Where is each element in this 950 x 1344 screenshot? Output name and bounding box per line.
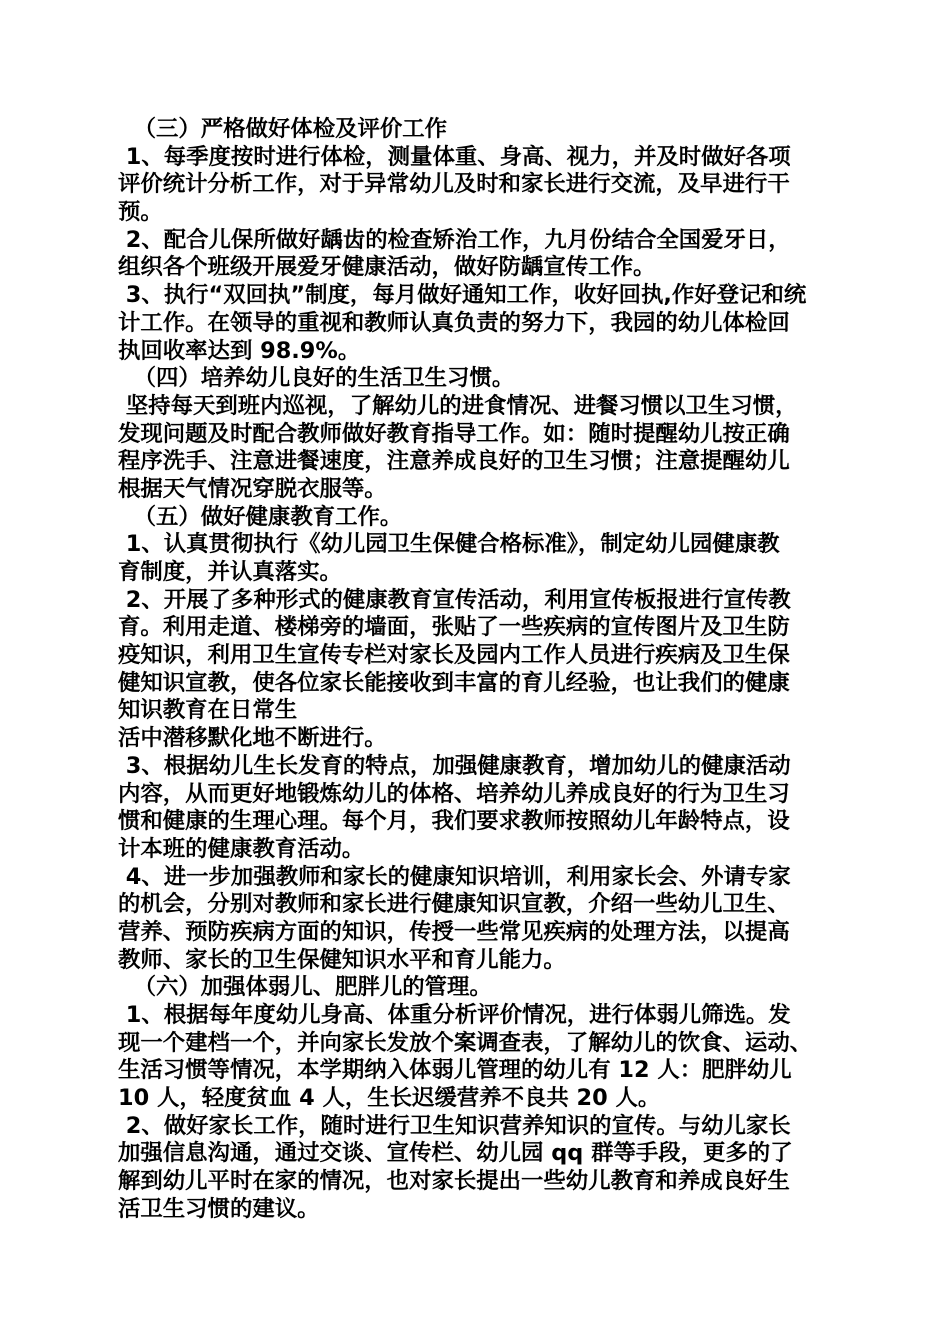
text-line: 2、做好家长工作，随时进行卫生知识营养知识的宣传。与幼儿家长 bbox=[118, 1112, 791, 1139]
text-line: 育制度，并认真落实。 bbox=[118, 559, 342, 585]
section-heading: （四）培养幼儿良好的生活卫生习惯。 bbox=[118, 365, 515, 392]
text-line: 的机会，分别对教师和家长进行健康知识宣教，介绍一些幼儿卫生、 bbox=[118, 891, 790, 918]
text-line: 生活习惯等情况，本学期纳入体弱儿管理的幼儿有 12 人：肥胖幼儿 bbox=[118, 1057, 792, 1084]
section-heading: （六）加强体弱儿、肥胖儿的管理。 bbox=[118, 974, 492, 1001]
text-line: 程序洗手、注意进餐速度，注意养成良好的卫生习惯；注意提醒幼儿 bbox=[118, 448, 790, 475]
text-line: 现一个建档一个，并向家长发放个案调查表，了解幼儿的饮食、运动、 bbox=[118, 1029, 813, 1056]
document-body bbox=[118, 116, 838, 1224]
text-line: 10 人，轻度贫血 4 人，生长迟缓营养不良共 20 人。 bbox=[118, 1085, 661, 1112]
text-line: 2、配合儿保所做好龋齿的检查矫治工作，九月份结合全国爱牙日， bbox=[118, 226, 791, 253]
text-line: 1、每季度按时进行体检，测量体重、身高、视力，并及时做好各项 bbox=[118, 143, 791, 170]
text-line: 解到幼儿平时在家的情况，也对家长提出一些幼儿教育和养成良好生 bbox=[118, 1168, 790, 1195]
text-line: 坚持每天到班内巡视，了解幼儿的进食情况、进餐习惯以卫生习惯， bbox=[118, 392, 798, 419]
text-line: 1、根据每年度幼儿身高、体重分析评价情况，进行体弱儿筛选。发 bbox=[118, 1002, 791, 1028]
text-line: 2、开展了多种形式的健康教育宣传活动，利用宣传板报进行宣传教 bbox=[118, 586, 791, 613]
text-line: 营养、预防疾病方面的知识，传授一些常见疾病的处理方法，以提高 bbox=[118, 918, 790, 945]
text-line: 根据天气情况穿脱衣服等。 bbox=[118, 475, 387, 502]
text-line: 惯和健康的生理心理。每个月，我们要求教师按照幼儿年龄特点，设 bbox=[118, 808, 790, 835]
text-line: 4、进一步加强教师和家长的健康知识培训，利用家长会、外请专家 bbox=[118, 863, 791, 890]
text-line: 育。利用走道、楼梯旁的墙面，张贴了一些疾病的宣传图片及卫生防 bbox=[118, 614, 790, 641]
text-line: 活中潜移默化地不断进行。 bbox=[118, 725, 387, 752]
text-line: 活卫生习惯的建议。 bbox=[118, 1195, 320, 1222]
text-line: 3、根据幼儿生长发育的特点，加强健康教育，增加幼儿的健康活动 bbox=[118, 752, 791, 779]
text-line: 计工作。在领导的重视和教师认真负责的努力下，我园的幼儿体检回 bbox=[118, 309, 790, 336]
text-line: 健知识宣教，使各位家长能接收到丰富的育儿经验，也让我们的健康 bbox=[118, 669, 790, 696]
text-line: 发现问题及时配合教师做好教育指导工作。如：随时提醒幼儿按正确 bbox=[118, 420, 790, 447]
text-line: 评价统计分析工作，对于异常幼儿及时和家长进行交流，及早进行干 bbox=[118, 171, 790, 198]
section-heading: （五）做好健康教育工作。 bbox=[118, 503, 403, 530]
text-line: 组织各个班级开展爱牙健康活动，做好防龋宣传工作。 bbox=[118, 254, 656, 281]
text-line: 执回收率达到 98.9%。 bbox=[118, 337, 361, 364]
text-line: 预。 bbox=[118, 199, 163, 226]
text-line: 教师、家长的卫生保健知识水平和育儿能力。 bbox=[118, 946, 566, 973]
text-line: 内容，从而更好地锻炼幼儿的体格、培养幼儿养成良好的行为卫生习 bbox=[118, 780, 790, 807]
text-line: 3、执行“双回执”制度，每月做好通知工作，收好回执,作好登记和统 bbox=[118, 282, 807, 309]
section-heading: （三）严格做好体检及评价工作 bbox=[118, 116, 448, 142]
text-line: 加强信息沟通，通过交谈、宣传栏、幼儿园 qq 群等手段，更多的了 bbox=[118, 1140, 793, 1167]
text-line: 知识教育在日常生 bbox=[118, 697, 298, 724]
text-line: 计本班的健康教育活动。 bbox=[118, 835, 365, 862]
text-line: 疫知识，利用卫生宣传专栏对家长及园内工作人员进行疾病及卫生保 bbox=[118, 642, 790, 669]
text-line: 1、认真贯彻执行《幼儿园卫生保健合格标准》，制定幼儿园健康教 bbox=[118, 531, 780, 558]
